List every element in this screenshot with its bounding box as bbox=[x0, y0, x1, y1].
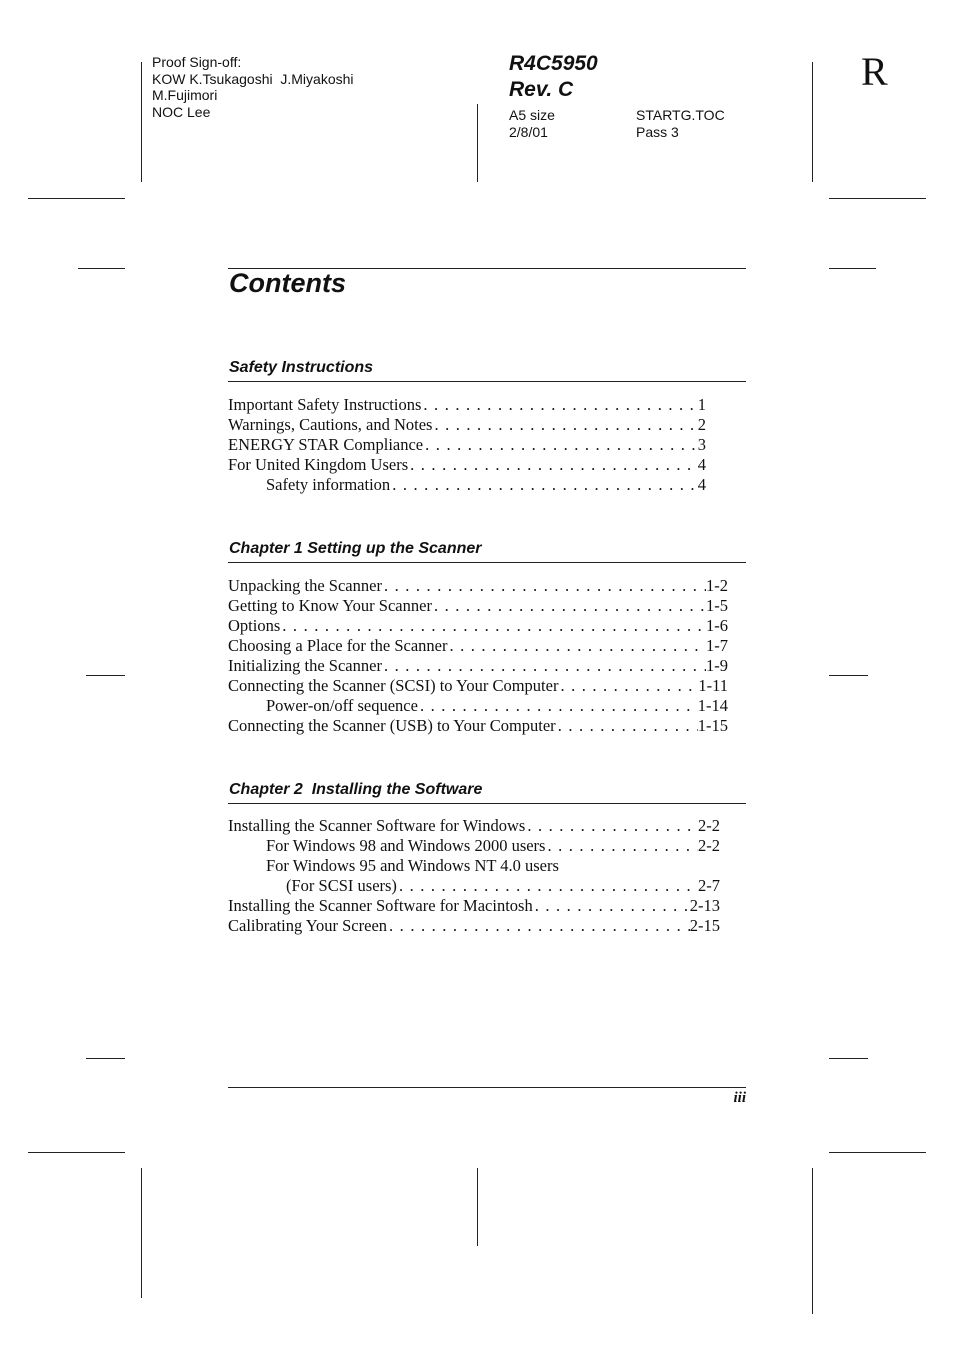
proof-line: M.Fujimori bbox=[152, 87, 218, 103]
toc-entry[interactable]: Warnings, Cautions, and Notes . . . 2 bbox=[228, 415, 706, 435]
crop-mark bbox=[829, 268, 876, 269]
section-rule bbox=[228, 562, 746, 563]
toc-entry[interactable]: Calibrating Your Screen . . . 2-15 bbox=[228, 916, 720, 936]
crop-mark bbox=[829, 1058, 868, 1059]
toc-entry[interactable]: Installing the Scanner Software for Windows . . . 2-2 bbox=[228, 816, 720, 836]
crop-mark bbox=[28, 198, 125, 199]
crop-mark bbox=[141, 1168, 142, 1298]
revision-label: Rev. C bbox=[509, 78, 574, 101]
toc-list-chapter1 bbox=[228, 576, 728, 736]
crop-mark bbox=[829, 675, 868, 676]
crop-mark bbox=[28, 1152, 125, 1153]
toc-subentry[interactable]: For Windows 95 and Windows NT 4.0 users bbox=[266, 856, 559, 875]
toc-list-safety bbox=[228, 395, 706, 495]
section-rule bbox=[228, 381, 746, 382]
toc-entry[interactable]: Connecting the Scanner (USB) to Your Computer . . . 1-15 bbox=[228, 716, 728, 736]
toc-entry[interactable]: ENERGY STAR Compliance . . . 3 bbox=[228, 435, 706, 455]
toc-entry[interactable]: For United Kingdom Users . . . 4 bbox=[228, 455, 706, 475]
footer-rule bbox=[228, 1087, 746, 1088]
pass-number: Pass 3 bbox=[636, 123, 679, 140]
file-name: STARTG.TOC bbox=[636, 107, 725, 123]
crop-mark bbox=[812, 1168, 813, 1314]
page-number: iii bbox=[733, 1090, 746, 1106]
toc-entry[interactable]: Installing the Scanner Software for Macintosh . . . 2-13 bbox=[228, 896, 720, 916]
crop-mark bbox=[141, 62, 142, 182]
crop-mark bbox=[812, 62, 813, 182]
proof-line: Proof Sign-off: bbox=[152, 54, 242, 70]
crop-mark bbox=[86, 1058, 125, 1059]
crop-mark bbox=[78, 268, 125, 269]
toc-subentry[interactable]: For Windows 98 and Windows 2000 users . . . 2-2 bbox=[228, 836, 720, 856]
toc-entry[interactable]: Connecting the Scanner (SCSI) to Your Computer . . . 1-11 bbox=[228, 676, 728, 696]
toc-entry[interactable]: Unpacking the Scanner . . . 1-2 bbox=[228, 576, 728, 596]
doc-meta-left bbox=[509, 107, 555, 140]
toc-list-chapter2 bbox=[228, 816, 720, 936]
page-size: A5 size bbox=[509, 107, 555, 123]
proof-line: NOC Lee bbox=[152, 103, 211, 120]
section-rule bbox=[228, 803, 746, 804]
proof-signoff bbox=[152, 54, 354, 120]
toc-subentry[interactable]: Safety information . . . 4 bbox=[228, 475, 706, 495]
toc-subentry[interactable]: Power-on/off sequence . . . 1-14 bbox=[228, 696, 728, 716]
section-heading: Chapter 1 Setting up the Scanner bbox=[229, 540, 482, 557]
toc-subentry[interactable]: (For SCSI users) . . . 2-7 bbox=[228, 876, 720, 896]
section-heading: Safety Instructions bbox=[229, 359, 374, 376]
toc-entry[interactable]: Options . . . 1-6 bbox=[228, 616, 728, 636]
crop-mark bbox=[829, 1152, 926, 1153]
crop-mark bbox=[86, 675, 125, 676]
crop-mark bbox=[829, 198, 926, 199]
doc-meta-right bbox=[636, 107, 725, 140]
page-title: Contents bbox=[229, 268, 346, 298]
model-revision bbox=[509, 51, 598, 103]
toc-entry[interactable]: Important Safety Instructions . . . 1 bbox=[228, 395, 706, 415]
model-number: R4C5950 bbox=[509, 52, 598, 75]
toc-entry[interactable]: Initializing the Scanner . . . 1-9 bbox=[228, 656, 728, 676]
toc-entry[interactable]: Getting to Know Your Scanner . . . 1-5 bbox=[228, 596, 728, 616]
crop-mark bbox=[477, 1168, 478, 1246]
section-heading: Chapter 2 Installing the Software bbox=[229, 781, 483, 798]
proof-line: KOW K.Tsukagoshi J.Miyakoshi bbox=[152, 70, 354, 87]
crop-mark bbox=[477, 104, 478, 182]
corner-letter: R bbox=[861, 49, 888, 94]
toc-entry[interactable]: Choosing a Place for the Scanner . . . 1-7 bbox=[228, 636, 728, 656]
doc-date: 2/8/01 bbox=[509, 123, 548, 140]
